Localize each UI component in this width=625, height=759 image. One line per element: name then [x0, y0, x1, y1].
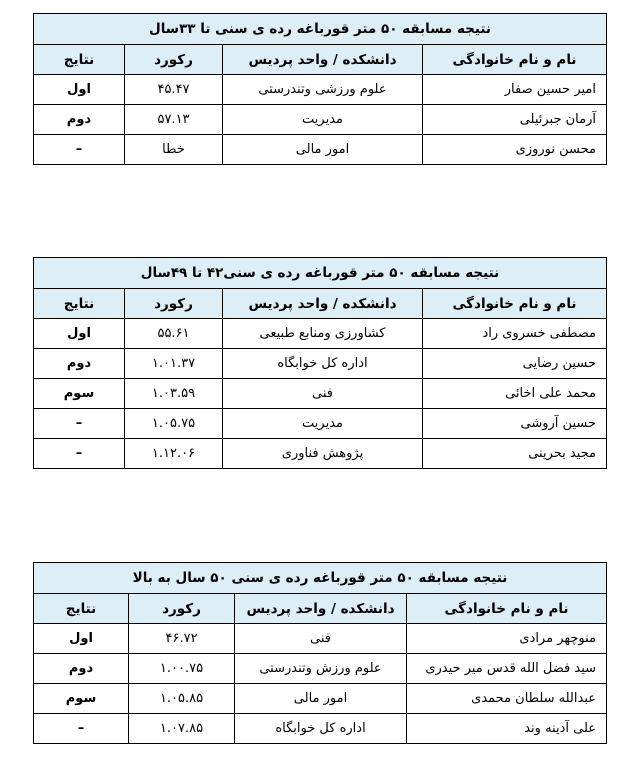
record: ۱.۰۰.۷۵	[129, 654, 235, 684]
athlete-name: منوچهر مرادی	[407, 624, 607, 654]
result: اول	[34, 624, 129, 654]
athlete-name: مصطفی خسروی راد	[423, 319, 607, 349]
record: ۵۷.۱۳	[125, 105, 223, 135]
record: ۱.۰۷.۸۵	[129, 714, 235, 744]
faculty: اداره کل خوابگاه	[223, 349, 423, 379]
table-row	[34, 624, 607, 654]
table-row	[34, 319, 607, 349]
faculty: امور مالی	[223, 135, 423, 165]
header-faculty: دانشکده / واحد پردیس	[223, 289, 423, 319]
record: ۱.۰۵.۷۵	[125, 409, 223, 439]
table-row	[34, 684, 607, 714]
table-header-row	[34, 289, 607, 319]
table-row	[34, 349, 607, 379]
table-row	[34, 714, 607, 744]
result: دوم	[34, 654, 129, 684]
record: ۱.۱۲.۰۶	[125, 439, 223, 469]
athlete-name: عبدالله سلطان محمدی	[407, 684, 607, 714]
athlete-name: امیر حسین صفار	[423, 75, 607, 105]
header-name: نام و نام خانوادگی	[423, 289, 607, 319]
record: ۴۵.۴۷	[125, 75, 223, 105]
athlete-name: محمد علی اخائی	[423, 379, 607, 409]
header-result: نتایج	[34, 45, 125, 75]
table-row	[34, 439, 607, 469]
table-header-row	[34, 594, 607, 624]
table-title-row	[34, 14, 607, 45]
faculty: فنی	[235, 624, 407, 654]
record: ۱.۰۵.۸۵	[129, 684, 235, 714]
athlete-name: علی آدینه وند	[407, 714, 607, 744]
faculty: علوم ورزش وتندرستی	[235, 654, 407, 684]
result: دوم	[34, 349, 125, 379]
faculty: پژوهش فناوری	[223, 439, 423, 469]
athlete-name: مجید بحرینی	[423, 439, 607, 469]
result: –	[34, 714, 129, 744]
record: ۵۵.۶۱	[125, 319, 223, 349]
header-result: نتایج	[34, 289, 125, 319]
faculty: علوم ورزشی وتندرستی	[223, 75, 423, 105]
faculty: اداره کل خوابگاه	[235, 714, 407, 744]
record: ۴۶.۷۲	[129, 624, 235, 654]
table-header-row	[34, 45, 607, 75]
results-table-42-to-49	[33, 257, 607, 469]
results-table-under-33	[33, 13, 607, 165]
record: خطا	[125, 135, 223, 165]
table-title: نتیجه مسابقه ۵۰ متر قورباغه رده ی سنی تا ۳۳سال	[34, 14, 607, 45]
result: اول	[34, 75, 125, 105]
result: سوم	[34, 684, 129, 714]
table-row	[34, 379, 607, 409]
result: –	[34, 135, 125, 165]
table-row	[34, 75, 607, 105]
table-row	[34, 135, 607, 165]
athlete-name: حسین رضایی	[423, 349, 607, 379]
result: سوم	[34, 379, 125, 409]
table-title: نتیجه مسابقه ۵۰ متر قورباغه رده ی سنی۴۲ تا ۴۹سال	[34, 258, 607, 289]
header-record: رکورد	[125, 289, 223, 319]
record: ۱.۰۱.۳۷	[125, 349, 223, 379]
athlete-name: محسن نوروزی	[423, 135, 607, 165]
record: ۱.۰۳.۵۹	[125, 379, 223, 409]
result: دوم	[34, 105, 125, 135]
athlete-name: آرمان جبرئیلی	[423, 105, 607, 135]
result: –	[34, 439, 125, 469]
header-result: نتایج	[34, 594, 129, 624]
header-faculty: دانشکده / واحد پردیس	[223, 45, 423, 75]
faculty: فنی	[223, 379, 423, 409]
table-row	[34, 654, 607, 684]
header-record: رکورد	[129, 594, 235, 624]
result: –	[34, 409, 125, 439]
faculty: امور مالی	[235, 684, 407, 714]
header-name: نام و نام خانوادگی	[423, 45, 607, 75]
table-title-row	[34, 563, 607, 594]
faculty: مدیریت	[223, 409, 423, 439]
table-row	[34, 409, 607, 439]
header-record: رکورد	[125, 45, 223, 75]
table-title-row	[34, 258, 607, 289]
table-title: نتیجه مسابقه ۵۰ متر قورباغه رده ی سنی ۵۰ سال به بالا	[34, 563, 607, 594]
header-name: نام و نام خانوادگی	[407, 594, 607, 624]
faculty: مدیریت	[223, 105, 423, 135]
result: اول	[34, 319, 125, 349]
athlete-name: سید فضل الله قدس میر حیدری	[407, 654, 607, 684]
table-row	[34, 105, 607, 135]
athlete-name: حسین آروشی	[423, 409, 607, 439]
results-table-50-plus	[33, 562, 607, 744]
header-faculty: دانشکده / واحد پردیس	[235, 594, 407, 624]
faculty: کشاورزی ومنابع طبیعی	[223, 319, 423, 349]
